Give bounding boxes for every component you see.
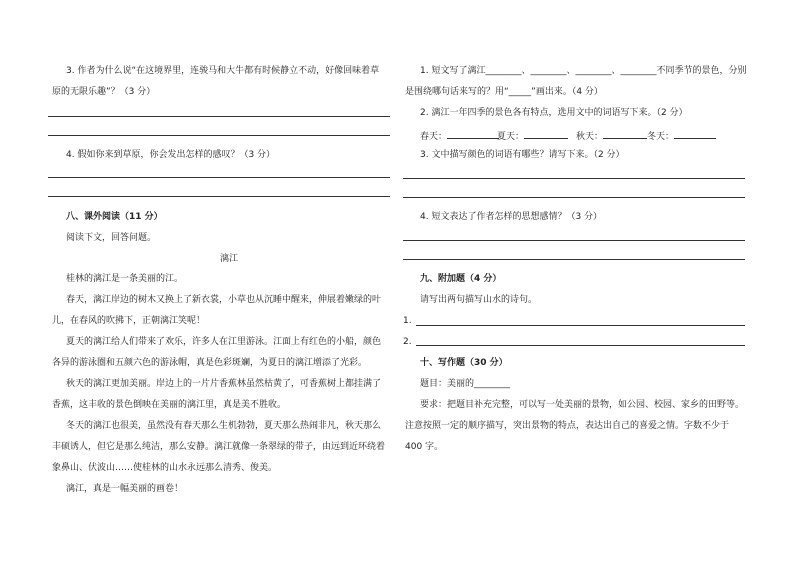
right-question-1-line-1: 1. 短文写了漓江________、________、________、________不同季节的景色，分别	[420, 66, 747, 76]
poem-number-1: 1.	[403, 316, 412, 326]
passage-paragraph: 各异的游泳圈和五颜六色的游泳帽，真是色彩斑斓，为夏日的漓江增添了光彩。	[52, 358, 368, 368]
answer-line[interactable]	[48, 177, 390, 178]
passage-paragraph: 秋天的漓江更加美丽。岸边上的一片片香蕉林虽然枯黄了，可香蕉树上都挂满了	[66, 379, 382, 389]
passage-paragraph: 桂林的漓江是一条美丽的江。	[66, 274, 184, 284]
poem-answer-line-2[interactable]	[416, 345, 745, 346]
passage-paragraph: 儿，在春风的吹拂下，正朝漓江笑呢！	[52, 316, 206, 326]
essay-requirements: 注意按照一定的顺序描写，突出景物的特点，表达出自己的喜爱之情。字数不少于	[405, 421, 730, 431]
question-3-line-1: 3. 作者为什么说“在这境界里，连骏马和大牛都有时候静立不动，好像回味着草	[66, 66, 380, 76]
essay-requirements: 400 字。	[405, 442, 444, 452]
passage-paragraph: 丰硕诱人，但它是那么纯洁，那么安静。漓江就像一条翠绿的带子，由远到近环绕着	[52, 442, 386, 452]
season-spring: 春天：	[420, 129, 499, 143]
section-8-heading: 八、课外阅读（11 分）	[66, 212, 163, 222]
right-question-1-line-2: 是围绕哪句话来写的？用“_____”画出来。（4 分）	[405, 87, 603, 97]
season-winter: 冬天：	[647, 129, 716, 143]
passage-paragraph: 夏天的漓江给人们带来了欢乐，许多人在江里游泳。江面上有红色的小船，颜色	[66, 337, 382, 347]
answer-line[interactable]	[403, 197, 745, 198]
section-9-instruction: 请写出两句描写山水的诗句。	[420, 295, 538, 305]
section-9-heading: 九、附加题（4 分）	[420, 274, 502, 284]
essay-topic: 题目：美丽的________	[420, 379, 511, 389]
answer-line[interactable]	[403, 240, 745, 241]
right-question-3: 3. 文中描写颜色的词语有哪些？请写下来。（2 分）	[420, 150, 625, 160]
passage-paragraph: 春天，漓江岸边的树木又换上了新衣裳，小草也从沉睡中醒来，伸展着嫩绿的叶	[66, 295, 382, 305]
poem-number-2: 2.	[403, 337, 412, 347]
passage-paragraph: 象鼻山、伏波山……使桂林的山水永远那么清秀、俊美。	[52, 463, 278, 473]
season-summer: 夏天：	[497, 129, 568, 143]
answer-line[interactable]	[48, 196, 390, 197]
right-question-2: 2. 漓江一年四季的景色各有特点，选用文中的词语写下来。（2 分）	[420, 108, 688, 118]
question-4: 4. 假如你来到草原，你会发出怎样的感叹？（3 分）	[66, 150, 276, 160]
answer-line[interactable]	[403, 178, 745, 179]
answer-line[interactable]	[48, 135, 390, 136]
answer-line[interactable]	[403, 259, 745, 260]
poem-answer-line-1[interactable]	[416, 325, 745, 326]
question-3-line-2: 原的无限乐趣”？（3 分）	[52, 87, 156, 97]
passage-paragraph: 漓江，真是一幅美丽的画卷！	[66, 484, 184, 494]
right-question-4: 4. 短文表达了作者怎样的思想感情？（3 分）	[420, 212, 603, 222]
essay-requirements: 要求：把题目补充完整，可以写一处美丽的景物，如公园、校园、家乡的田野等。	[420, 400, 745, 410]
reading-instruction: 阅读下文，回答问题。	[66, 233, 157, 243]
passage-paragraph: 香蕉，这丰收的景色倒映在美丽的漓江里，真是美不胜收。	[52, 400, 287, 410]
answer-line[interactable]	[48, 116, 390, 117]
section-10-heading: 十、写作题（30 分）	[420, 358, 508, 368]
season-autumn: 秋天：	[576, 129, 647, 143]
passage-paragraph: 冬天的漓江也很美，虽然没有春天那么生机勃勃，夏天那么热闹非凡，秋天那么	[66, 421, 382, 431]
passage-title: 漓江	[220, 254, 239, 264]
